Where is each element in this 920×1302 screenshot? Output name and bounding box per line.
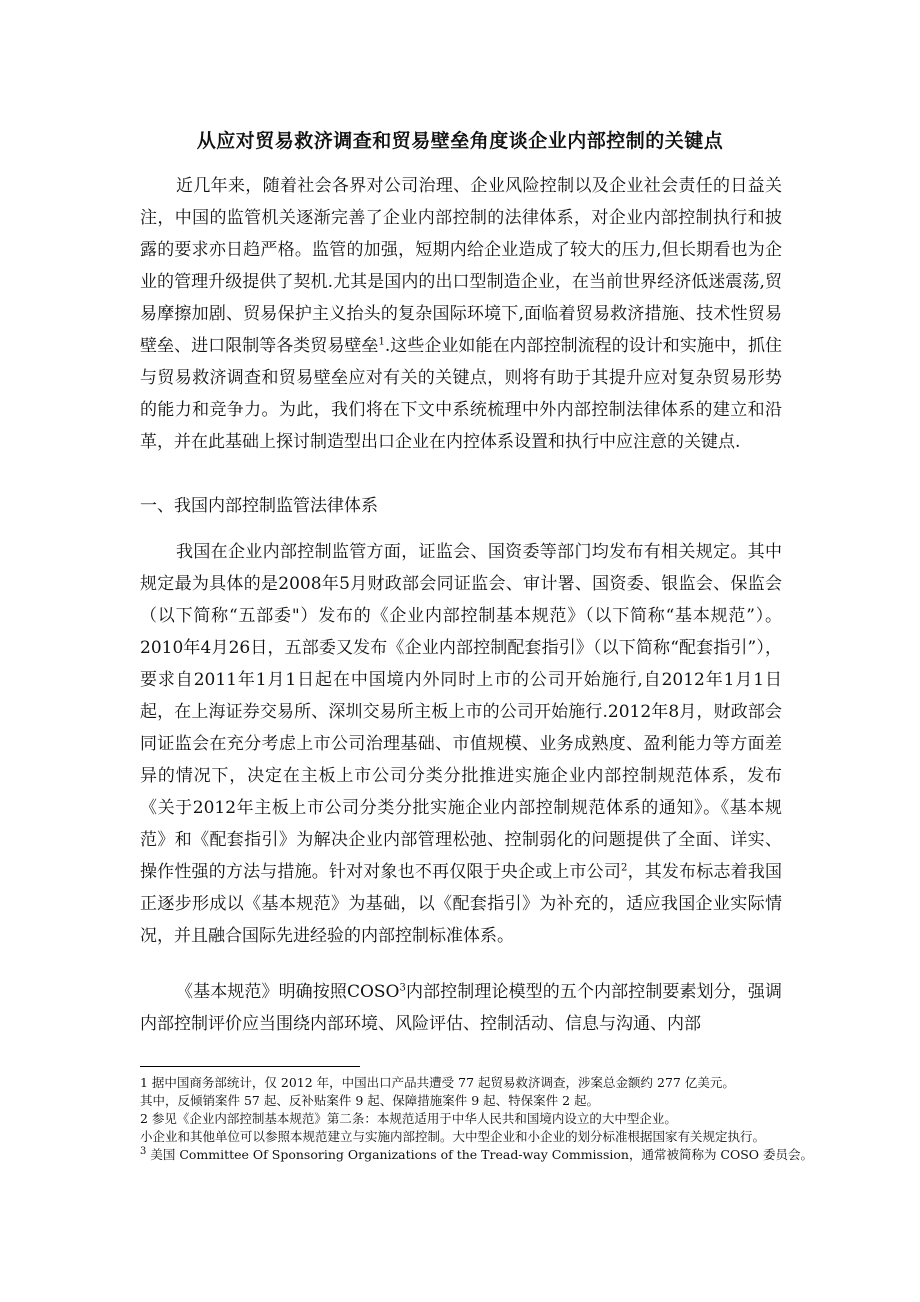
section1-p1-text-part-b: ，其发布标志着我国正逐步形成以《基本规范》为基础，以《配套指引》为补充的，适应我国企业实际情况，并且融合国际先进经验的内部控制标准体系。 (140, 862, 783, 946)
document-title: 从应对贸易救济调查和贸易壁垒角度谈企业内部控制的关键点 (196, 130, 724, 152)
footnote-3 (140, 1145, 814, 1164)
footnote-ref-1[interactable]: 1 (378, 336, 385, 348)
intro-paragraph (140, 170, 782, 458)
section1-paragraph-2 (140, 976, 782, 1040)
footnotes (140, 1074, 814, 1164)
footnote-1-line-1: 1 据中国商务部统计，仅 2012 年，中国出口产品共遭受 77 起贸易救济调查，涉案总金额约 277 亿美元。 (140, 1075, 735, 1090)
footnote-ref-3[interactable]: 3 (399, 982, 406, 994)
footnote-3-marker: 3 (140, 1145, 147, 1157)
intro-text-part-a: 近几年来，随着社会各界对公司治理、企业风险控制以及企业社会责任的日益关注，中国的监管机关逐渐完善了企业内部控制的法律体系，对企业内部控制执行和披露的要求亦日趋严格。监管的加强，短期内给企业造成了较大的压力,但长期看也为企业的管理升级提供了契机.尤其是国内的出口型制造企业，在当前世界经济低迷震荡,贸易摩擦加剧、贸易保护主义抬头的复杂国际环境下,面临着贸易救济措施、技术性贸易壁垒、进口限制等各类贸易壁垒 (140, 176, 782, 356)
section1-p2-text-part-b: 内部控制理论模型的五个内部控制要素划分，强调内部控制评价应当围绕内部环境、风险评估、控制活动、信息与沟通、内部 (140, 982, 783, 1034)
section-heading-1: 一、我国内部控制监管法律体系 (140, 496, 378, 516)
section1-p2-text-part-a: 《基本规范》明确按照COSO (176, 982, 400, 1002)
section1-p1-text-part-a: 我国在企业内部控制监管方面，证监会、国资委等部门均发布有相关规定。其中规定最为具体的是2008年5月财政部会同证监会、审计署、国资委、银监会、保监会（以下简称“五部委"）发布的《企业内部控制基本规范》（以下简称“基本规范”）。2010年4月26日，五部委又发布《企业内部控制配套指引》（以下简称“配套指引”），要求自2011年1月1日起在中国境内外同时上市的公司开始施行,自2012年1月1日起，在上海证券交易所、深圳交易所主板上市的公司开始施行.2012年8月，财政部会同证监会在充分考虑上市公司治理基础、市值规模、业务成熟度、盈利能力等方面差异的情况下，决定在主板上市公司分类分批推进实施企业内部控制规范体系，发布《关于2012年主板上市公司分类分批实施企业内部控制规范体系的通知》。《基本规范》和《配套指引》为解决企业内部管理松弛、控制弱化的问题提供了全面、详实、操作性强的方法与措施。针对对象也不再仅限于央企或上市公司 (140, 542, 782, 882)
footnote-separator (140, 1066, 360, 1067)
footnote-ref-2[interactable]: 2 (621, 862, 628, 874)
footnote-2-line-2: 小企业和其他单位可以参照本规范建立与实施内部控制。大中型企业和小企业的划分标准根据国家有关规定执行。 (140, 1129, 766, 1144)
section1-paragraph-1 (140, 536, 782, 952)
footnote-1-line-2: 其中，反倾销案件 57 起、反补贴案件 9 起、保障措施案件 9 起、特保案件 2 起。 (140, 1093, 600, 1108)
footnote-2-line-1: 2 参见《企业内部控制基本规范》第二条：本规范适用于中华人民共和国境内设立的大中型企业。 (140, 1111, 677, 1126)
intro-text-part-b: .这些企业如能在内部控制流程的设计和实施中，抓住与贸易救济调查和贸易壁垒应对有关的关键点，则将有助于其提升应对复杂贸易形势的能力和竞争力。为此，我们将在下文中系统梳理中外内部控制法律体系的建立和沿革，并在此基础上探讨制造型出口企业在内控体系设置和执行中应注意的关键点. (140, 336, 783, 452)
footnote-3-text: 美国 Committee Of Sponsoring Organizations of the Tread-way Commission，通常被简称为 COSO 委员会。 (146, 1147, 814, 1162)
